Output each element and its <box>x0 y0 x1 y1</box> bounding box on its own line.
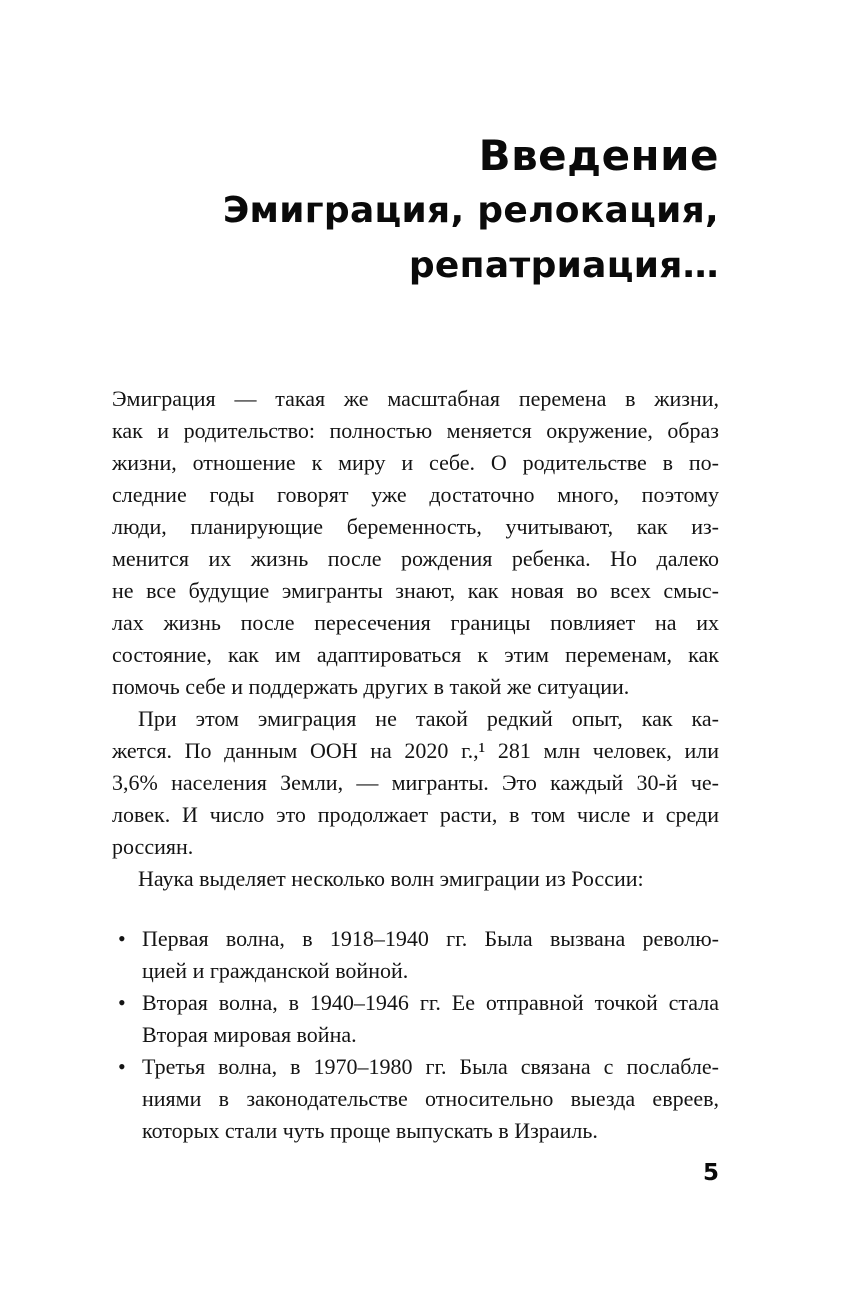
list-item <box>112 1051 719 1147</box>
text-line: менится их жизнь после рождения ребенка. Но далеко <box>112 546 719 571</box>
text-line: 3,6% населения Земли, — мигранты. Это каждый 30-й че- <box>112 770 719 795</box>
text-line: как и родительство: полностью меняется окружение, образ <box>112 418 719 443</box>
chapter-heading: Введение <box>478 131 719 180</box>
bullet-icon: • <box>118 1054 126 1079</box>
text-line: следние годы говорят уже достаточно много, поэтому <box>112 482 719 507</box>
text-line: жизни, отношение к миру и себе. О родительстве в по- <box>112 450 719 475</box>
chapter-subtitle-line-2: репатриация… <box>408 245 719 286</box>
text-line: ловек. И число это продолжает расти, в том числе и среди <box>112 802 719 827</box>
page-number: 5 <box>702 1160 719 1186</box>
chapter-subtitle-line-1: Эмиграция, релокация, <box>222 190 719 231</box>
text-line: Третья волна, в 1970–1980 гг. Была связана с послабле- <box>142 1054 719 1079</box>
text-line: Наука выделяет несколько волн эмиграции из России: <box>138 866 644 891</box>
emigration-waves-list <box>112 923 719 1147</box>
text-line: Вторая волна, в 1940–1946 гг. Ее отправной точкой стала <box>142 990 719 1015</box>
chapter-title-block <box>112 128 719 293</box>
text-line: жется. По данным ООН на 2020 г.,¹ 281 млн человек, или <box>112 738 719 763</box>
text-line: Эмиграция — такая же масштабная перемена в жизни, <box>112 386 719 411</box>
text-line: помочь себе и поддержать других в такой же ситуации. <box>112 674 630 699</box>
paragraph-2 <box>112 703 719 863</box>
text-line: которых стали чуть проще выпускать в Израиль. <box>142 1118 598 1143</box>
list-item <box>112 987 719 1051</box>
text-line: люди, планирующие беременность, учитывают, как из- <box>112 514 719 539</box>
bullet-icon: • <box>118 990 126 1015</box>
paragraph-3 <box>112 863 719 895</box>
list-item <box>112 923 719 987</box>
body-text <box>112 383 719 1147</box>
text-line: ниями в законодательстве относительно выезда евреев, <box>142 1086 719 1111</box>
text-line: не все будущие эмигранты знают, как новая во всех смыс- <box>112 578 719 603</box>
text-line: Вторая мировая война. <box>142 1022 357 1047</box>
text-line: лах жизнь после пересечения границы повлияет на их <box>112 610 719 635</box>
text-line: При этом эмиграция не такой редкий опыт, как ка- <box>138 706 719 731</box>
text-line: состояние, как им адаптироваться к этим переменам, как <box>112 642 719 667</box>
paragraph-1 <box>112 383 719 703</box>
text-line: россиян. <box>112 834 194 859</box>
text-line: Первая волна, в 1918–1940 гг. Была вызвана револю- <box>142 926 719 951</box>
text-line: цией и гражданской войной. <box>142 958 409 983</box>
bullet-icon: • <box>118 926 126 951</box>
